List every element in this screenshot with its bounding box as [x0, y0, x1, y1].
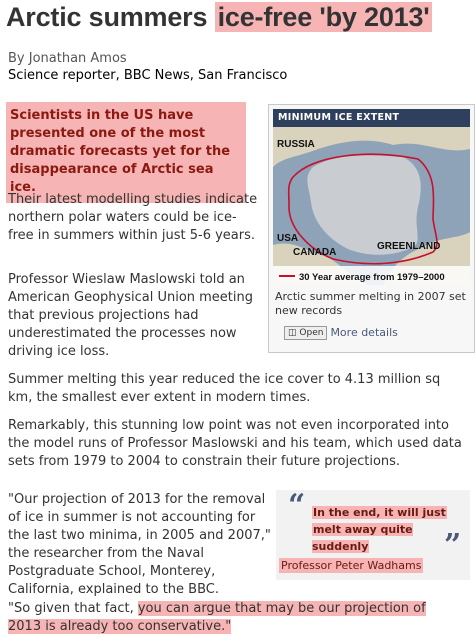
open-icon: ◫: [288, 328, 297, 338]
pull-quote-line-1: In the end, it will just: [313, 506, 446, 519]
p6-plain: "So given that fact,: [8, 601, 138, 616]
pull-quote-line-2: melt away quite suddenly: [312, 523, 413, 553]
map-legend-text: 30 Year average from 1979–2000: [299, 272, 445, 283]
byline-role: Science reporter, BBC News, San Francisco: [8, 68, 288, 83]
map-sidebar: [268, 104, 475, 353]
pull-quote: [276, 490, 470, 580]
byline: [8, 50, 287, 84]
headline-highlight: ice-free 'by 2013': [215, 2, 433, 32]
map-label-canada: CANADA: [293, 247, 337, 258]
map-title: MINIMUM ICE EXTENT: [273, 109, 470, 127]
headline-plain: Arctic summers: [6, 2, 215, 32]
open-label: Open: [299, 328, 324, 338]
map-label-greenland: GREENLAND: [377, 241, 441, 252]
p6-highlight-2: 2013 is already too conservative.": [8, 619, 232, 634]
p6-highlight-1: you can argue that may be our projection of: [137, 601, 426, 616]
map-label-usa: USA: [277, 233, 299, 244]
more-details-link[interactable]: More details: [330, 326, 398, 339]
headline: [6, 2, 432, 33]
paragraph-conservative: [8, 600, 470, 636]
open-quote-icon: “: [288, 488, 306, 523]
lede-summary: Scientists in the US have presented one of the most dramatic forecasts yet for the disappearance of Arctic sea ice.: [6, 102, 246, 203]
paragraph-projection: "Our projection of 2013 for the removal of ice in summer is not accounting for the last two minima, in 2005 and 2007," the researcher from the Naval Postgraduate School, Monterey, California, explained to the BBC.: [8, 492, 271, 597]
pull-quote-attribution: Professor Peter Wadhams: [281, 559, 422, 572]
paragraph-modelling: Their latest modelling studies indicate northern polar waters could be ice-free in summers within just 5-6 years.: [8, 192, 258, 243]
paragraph-maslowski: Professor Wieslaw Maslowski told an American Geophysical Union meeting that previous projections had underestimated the processes now driving ice loss.: [8, 272, 254, 359]
map-label-russia: RUSSIA: [277, 139, 315, 150]
paragraph-remarkably: Remarkably, this stunning low point was not even incorporated into the model runs of Professor Maslowski and his team, which used data sets from 1979 to 2004 to constrain their future projections.: [8, 418, 462, 469]
close-quote-icon: ”: [444, 528, 462, 563]
more-details-row[interactable]: [284, 326, 398, 340]
paragraph-melting: Summer melting this year reduced the ice cover to 4.13 million sq km, the smallest ever extent in modern times.: [8, 372, 441, 405]
arctic-ice-map: [273, 127, 470, 285]
byline-author: By Jonathan Amos: [8, 51, 127, 66]
open-button[interactable]: [284, 326, 327, 340]
map-caption: Arctic summer melting in 2007 set new records: [275, 290, 466, 317]
